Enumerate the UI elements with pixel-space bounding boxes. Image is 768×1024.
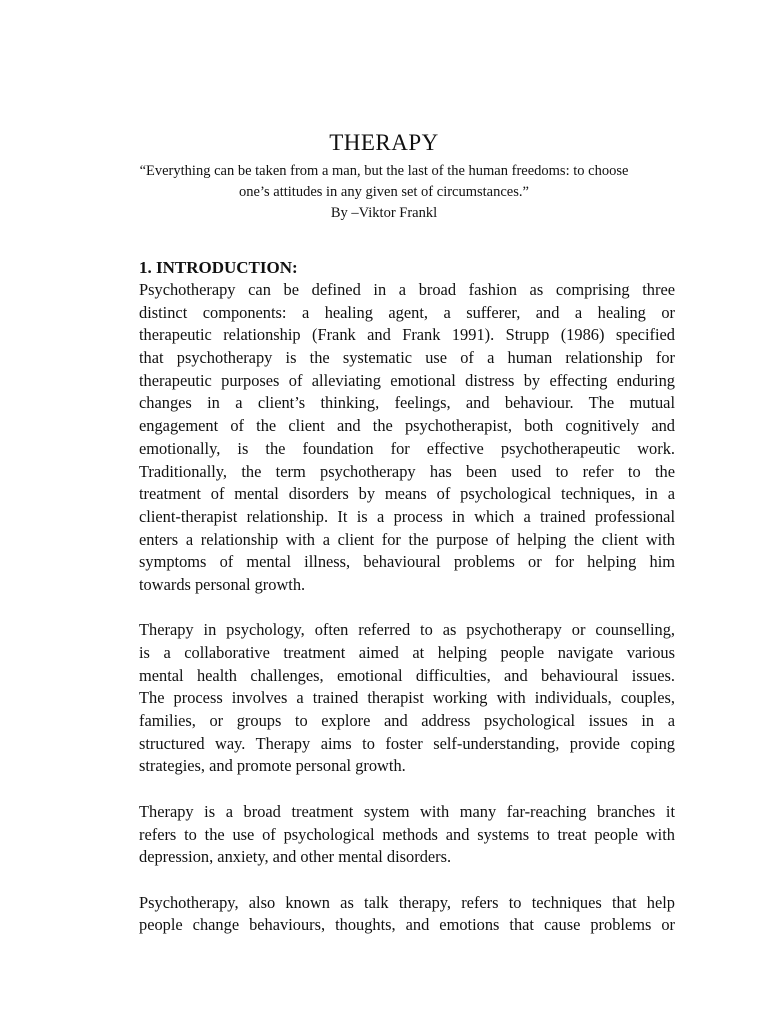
paragraph-line: Traditionally, the term psychotherapy has been used to refer to the <box>139 461 675 481</box>
paragraph-line: is a collaborative treatment aimed at helping people navigate various <box>139 643 675 662</box>
quote-attribution: By –Viktor Frankl <box>330 205 438 221</box>
document-title: THERAPY <box>329 130 439 155</box>
section-heading: 1. INTRODUCTION: <box>139 258 298 277</box>
paragraph <box>139 619 675 778</box>
paragraph-line: therapeutic purposes of alleviating emotional distress by effecting enduring <box>139 370 675 390</box>
paragraph <box>139 279 675 597</box>
paragraph-line: symptoms of mental illness, behavioural problems or for helping him <box>139 552 675 572</box>
paragraph-line: engagement of the client and the psychotherapist, both cognitively and <box>139 416 675 436</box>
paragraph-line: that psychotherapy is the systematic use of a human relationship for <box>139 348 675 368</box>
paragraph-line: emotionally, is the foundation for effective psychotherapeutic work. <box>139 438 675 458</box>
section-introduction <box>139 256 675 960</box>
quote-line-2: one’s attitudes in any given set of circumstances.” <box>239 184 529 200</box>
paragraph-line: depression, anxiety, and other mental disorders. <box>139 847 452 867</box>
paragraph-line: people change behaviours, thoughts, and emotions that cause problems or <box>139 915 675 935</box>
paragraph-line: families, or groups to explore and address psychological issues in a <box>139 711 675 731</box>
epigraph-quote <box>0 161 768 224</box>
paragraph-line: distinct components: a healing agent, a sufferer, and a healing or <box>139 302 675 322</box>
paragraph-line: towards personal growth. <box>139 574 306 594</box>
paragraph-line: client-therapist relationship. It is a process in which a trained professional <box>139 506 675 526</box>
paragraph-line: The process involves a trained therapist working with individuals, couples, <box>139 688 675 708</box>
paragraph-line: enters a relationship with a client for the purpose of helping the client with <box>139 529 675 549</box>
paragraph-line: refers to the use of psychological methods and systems to treat people with <box>139 824 675 844</box>
paragraph-line: mental health challenges, emotional difficulties, and behavioural issues. <box>139 665 675 685</box>
paragraph-line: structured way. Therapy aims to foster self-understanding, provide coping <box>139 733 675 753</box>
paragraph <box>139 801 675 869</box>
paragraph-line: treatment of mental disorders by means of psychological techniques, in a <box>139 484 675 504</box>
paragraph-line: Therapy is a broad treatment system with many far-reaching branches it <box>139 801 675 821</box>
paragraphs-container <box>139 279 675 937</box>
quote-line-1: “Everything can be taken from a man, but the last of the human freedoms: to choose <box>139 163 629 179</box>
paragraph-line: strategies, and promote personal growth. <box>139 756 406 776</box>
paragraph-line: Therapy in psychology, often referred to as psychotherapy or counselling, <box>139 620 675 640</box>
paragraph <box>139 892 675 937</box>
paragraph-line: therapeutic relationship (Frank and Frank 1991). Strupp (1986) specified <box>139 325 675 345</box>
paragraph-line: Psychotherapy, also known as talk therapy, refers to techniques that help <box>139 892 675 912</box>
paragraph-line: Psychotherapy can be defined in a broad fashion as comprising three <box>139 280 675 299</box>
paragraph-line: changes in a client’s thinking, feelings, and behaviour. The mutual <box>139 393 675 413</box>
